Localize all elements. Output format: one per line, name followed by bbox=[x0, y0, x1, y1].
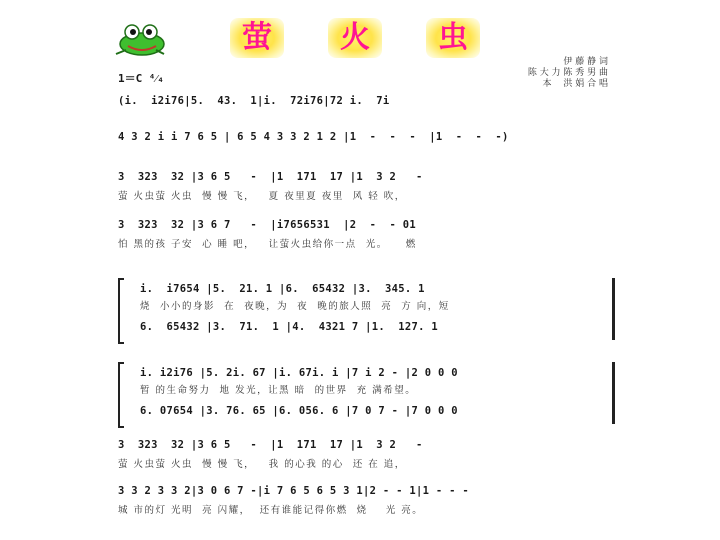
title-char-2: 火 bbox=[328, 18, 382, 58]
notation-line: 3 3 2 3 3 2|3 0 6 7 -|i 7 6 5 6 5 3 1|2 - - 1|1 - - - bbox=[118, 485, 469, 497]
lyric-line: 烧 小小的身影 在 夜晚，为 夜 晚的旅人照 亮 方 向，短 bbox=[140, 301, 450, 312]
lyric-line: 城 市的灯 光明 亮 闪耀， 还有谁能记得你燃 烧 光 亮。 bbox=[118, 505, 424, 516]
performer-credit: 本 洪 娟 合 唱 bbox=[542, 79, 608, 89]
notation-line: i. i7654 |5. 21. 1 |6. 65432 |3. 345. 1 bbox=[140, 283, 425, 295]
system-bracket bbox=[118, 362, 124, 428]
notation-line: 3 323 32 |3 6 5 - |1 171 17 |1 3 2 - bbox=[118, 439, 430, 451]
title-char-3: 虫 bbox=[426, 18, 480, 58]
system-end-bar bbox=[612, 362, 615, 424]
notation-line: 3 323 32 |3 6 5 - |1 171 17 |1 3 2 - bbox=[118, 171, 430, 183]
credits bbox=[528, 57, 608, 90]
notation-line: 4 3 2 i i 7 6 5 | 6 5 4 3 3 2 1 2 |1 - - - |1 - - -) bbox=[118, 131, 509, 143]
lyric-line: 怕 黑的孩 子安 心 睡 吧， 让萤火虫给你一点 光。 燃 bbox=[118, 239, 417, 250]
lyric-line: 暂 的生命努力 地 发光，让黑 暗 的世界 充 满希望。 bbox=[140, 385, 417, 396]
song-title bbox=[230, 18, 480, 58]
notation-line: 6. 65432 |3. 71. 1 |4. 4321 7 |1. 127. 1 bbox=[140, 321, 438, 333]
lyric-line: 萤 火虫萤 火虫 慢 慢 飞， 我 的心我 的心 还 在 追， bbox=[118, 459, 406, 470]
notation-line: i. i2i76 |5. 2i. 67 |i. 67i. i |7 i 2 - |2 0 0 0 bbox=[140, 367, 458, 379]
notation-line: 3 323 32 |3 6 7 - |i7656531 |2 - - 01 bbox=[118, 219, 416, 231]
frog-icon bbox=[112, 22, 170, 58]
composer-credit: 陈 大 力 陈 秀 男 曲 bbox=[527, 68, 608, 78]
notation-line: 6. 07654 |3. 76. 65 |6. 056. 6 |7 0 7 - |7 0 0 0 bbox=[140, 405, 458, 417]
system-end-bar bbox=[612, 278, 615, 340]
system-bracket bbox=[118, 278, 124, 344]
title-char-1: 萤 bbox=[230, 18, 284, 58]
lyric-line: 萤 火虫萤 火虫 慢 慢 飞， 夏 夜里夏 夜里 风 轻 吹， bbox=[118, 191, 406, 202]
lyricist-credit: 伊 藤 静 词 bbox=[563, 57, 608, 67]
notation-line: (i. i2i76|5. 43. 1|i. 72i76|72 i. 7i bbox=[118, 95, 390, 107]
key-signature: 1＝C ⁴⁄₄ bbox=[118, 72, 164, 85]
